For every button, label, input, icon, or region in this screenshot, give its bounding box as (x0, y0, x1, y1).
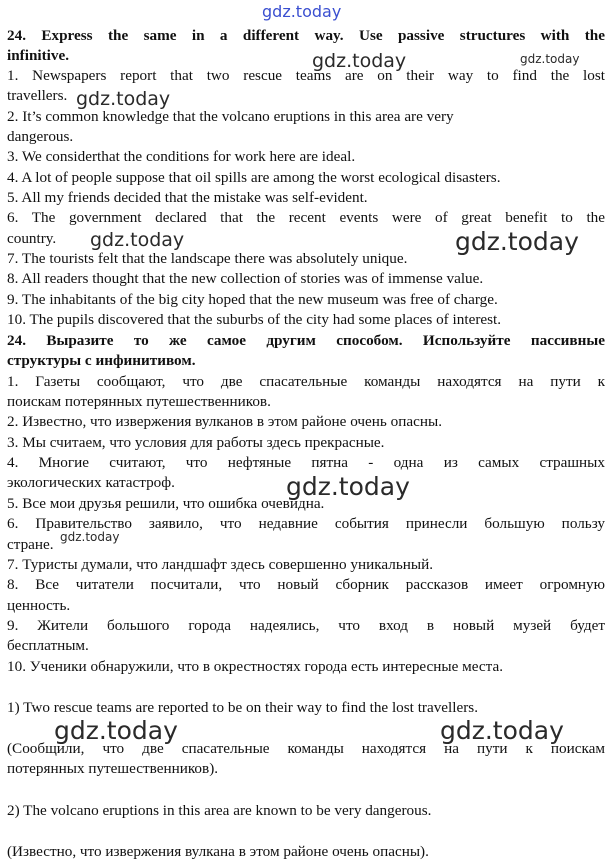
exercise-item-en: travellers. (7, 87, 68, 104)
exercise-item-en: 6. The government declared that the recent events were of great benefit to the (7, 209, 605, 226)
exercise-item-en: 4. A lot of people suppose that oil spills are among the worst ecological disasters. (7, 169, 501, 186)
exercise-item-en: 3. We considerthat the conditions for work here are ideal. (7, 148, 356, 165)
exercise-item-ru: бесплатным. (7, 637, 89, 654)
exercise-item-ru: 9. Жители большого города надеялись, что вход в новый музей будет (7, 617, 605, 634)
exercise-item-en: 10. The pupils discovered that the suburbs of the city had some places of interest. (7, 311, 502, 328)
exercise-item-ru: 5. Все мои друзья решили, что ошибка очевидна. (7, 495, 325, 512)
exercise-heading-en: infinitive. (7, 47, 70, 64)
watermark: gdz.today (286, 472, 410, 501)
exercise-item-ru: 4. Многие считают, что нефтяные пятна - одна из самых страшных (7, 454, 605, 471)
exercise-item-en: 9. The inhabitants of the big city hoped that the new museum was free of charge. (7, 291, 498, 308)
exercise-item-ru: 2. Известно, что извержения вулканов в этом районе очень опасны. (7, 413, 442, 430)
exercise-item-en: dangerous. (7, 128, 74, 145)
watermark: gdz.today (76, 88, 171, 110)
exercise-item-en: 5. All my friends decided that the mistake was self-evident. (7, 189, 368, 206)
watermark: gdz.today (455, 227, 579, 256)
exercise-item-ru: 8. Все читатели посчитали, что новый сборник рассказов имеет огромную (7, 576, 605, 593)
exercise-heading-ru: структуры с инфинитивом. (7, 352, 196, 369)
answer-translation: (Сообщили, что две спасательные команды находятся на пути к поискам (7, 740, 605, 757)
exercise-item-ru: 6. Правительство заявило, что недавние события принесли большую пользу (7, 515, 605, 532)
answer-translation: (Известно, что извержения вулкана в этом районе очень опасны). (7, 843, 429, 860)
watermark: gdz.today (262, 2, 342, 21)
watermark: gdz.today (520, 52, 580, 66)
exercise-item-ru: 1. Газеты сообщают, что две спасательные команды находятся на пути к (7, 373, 605, 390)
answer-line: 2) The volcano eruptions in this area are known to be very dangerous. (7, 802, 432, 819)
exercise-item-ru: 10. Ученики обнаружили, что в окрестностях города есть интересные места. (7, 658, 503, 675)
watermark: gdz.today (440, 716, 564, 745)
exercise-item-ru: 3. Мы считаем, что условия для работы здесь прекрасные. (7, 434, 385, 451)
exercise-item-ru: 7. Туристы думали, что ландшафт здесь совершенно уникальный. (7, 556, 434, 573)
exercise-item-en: country. (7, 230, 57, 247)
watermark: gdz.today (312, 50, 407, 72)
exercise-item-ru: стране. (7, 536, 54, 553)
exercise-item-en: 8. All readers thought that the new collection of stories was of immense value. (7, 270, 484, 287)
watermark: gdz.today (54, 716, 178, 745)
exercise-item-ru: экологических катастроф. (7, 474, 175, 491)
answer-line: 1) Two rescue teams are reported to be on their way to find the lost travellers. (7, 699, 478, 716)
exercise-heading-ru: 24. Выразите то же самое другим способом. Используйте пассивные (7, 332, 605, 349)
exercise-item-en: 7. The tourists felt that the landscape there was absolutely unique. (7, 250, 408, 267)
exercise-item-ru: ценность. (7, 597, 71, 614)
exercise-heading-en: 24. Express the same in a different way. Use passive structures with the (7, 27, 605, 44)
answer-translation: потерянных путешественников). (7, 760, 219, 777)
watermark: gdz.today (90, 229, 185, 251)
exercise-item-en: 1. Newspapers report that two rescue teams are on their way to find the lost (7, 67, 605, 84)
exercise-item-en: 2. It’s common knowledge that the volcano eruptions in this area are very (7, 108, 454, 125)
exercise-item-ru: поискам потерянных путешественников. (7, 393, 271, 410)
watermark: gdz.today (60, 530, 120, 544)
